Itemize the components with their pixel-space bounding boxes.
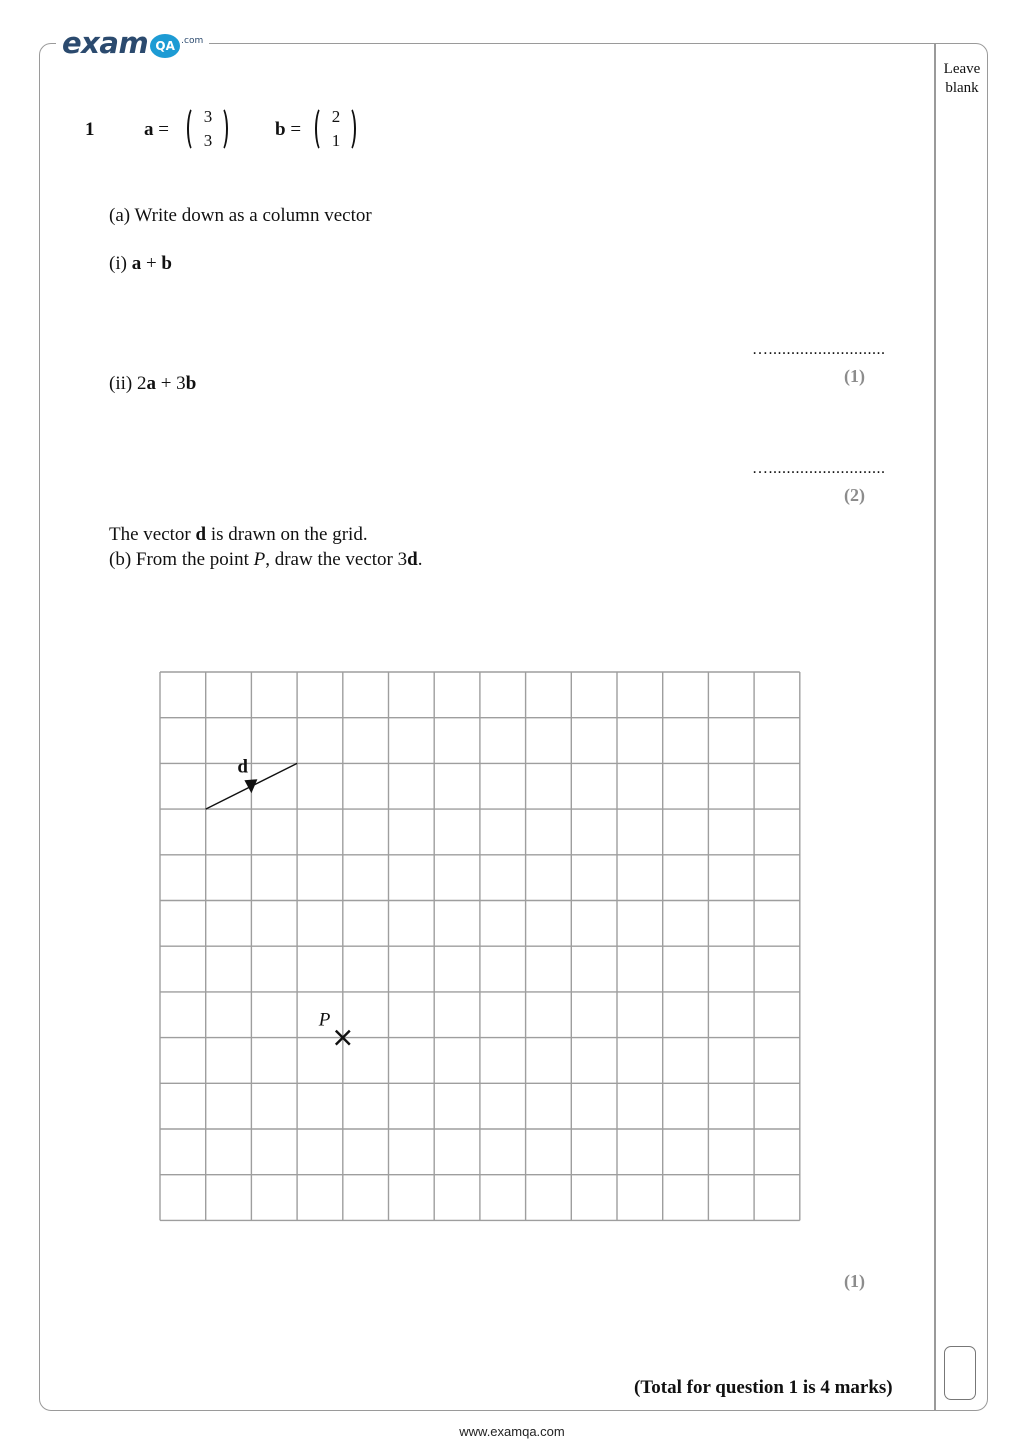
examqa-logo — [56, 26, 209, 60]
vector-d-arrowhead — [244, 779, 257, 793]
answer-line-a-ii[interactable]: ….......................... — [752, 460, 886, 477]
blank-word: blank — [945, 80, 979, 96]
leave-word: Leave — [943, 61, 981, 77]
marks-a-ii: (2) — [844, 485, 865, 505]
grid-lines — [160, 672, 800, 1220]
leave-blank-box[interactable] — [944, 1346, 976, 1400]
point-p — [318, 1010, 350, 1045]
vector-d-label: d — [237, 756, 248, 778]
part-a-prompt: (a) Write down as a column vector — [109, 205, 372, 226]
vector-b-right-bracket — [342, 106, 356, 152]
vector-grid[interactable] — [150, 660, 810, 1230]
marks-b: (1) — [844, 1271, 865, 1291]
vector-a-right-bracket — [214, 106, 228, 152]
vector-b-top: 2 — [331, 107, 341, 126]
part-b-prompt: (b) From the point P, draw the vector 3d. — [109, 549, 423, 570]
vector-a-left-bracket — [187, 106, 201, 152]
vector-a-label: a = — [144, 119, 169, 140]
marks-a-i: (1) — [844, 366, 865, 386]
part-b-intro: The vector d is drawn on the grid. — [109, 524, 368, 545]
answer-line-a-i[interactable]: ….......................... — [752, 341, 886, 358]
part-a-ii: (ii) 2a + 3b — [109, 373, 197, 394]
logo-text: exam — [62, 26, 149, 60]
part-a-i: (i) a + b — [109, 253, 172, 274]
total-marks: (Total for question 1 is 4 marks) — [634, 1377, 893, 1398]
vector-b-label: b = — [275, 119, 302, 140]
question-number: 1 — [85, 119, 95, 140]
logo-badge: QA — [150, 34, 180, 58]
leave-blank-label — [936, 60, 988, 98]
vector-b-bottom: 1 — [331, 131, 341, 150]
vector-a-bottom: 3 — [203, 131, 213, 150]
footer-url: www.examqa.com — [459, 1424, 565, 1439]
vector-b-left-bracket — [315, 106, 329, 152]
point-p-label: P — [318, 1009, 331, 1031]
vector-a-top: 3 — [203, 107, 213, 126]
logo-suffix: .com — [181, 36, 204, 46]
margin-rule — [934, 43, 936, 1411]
